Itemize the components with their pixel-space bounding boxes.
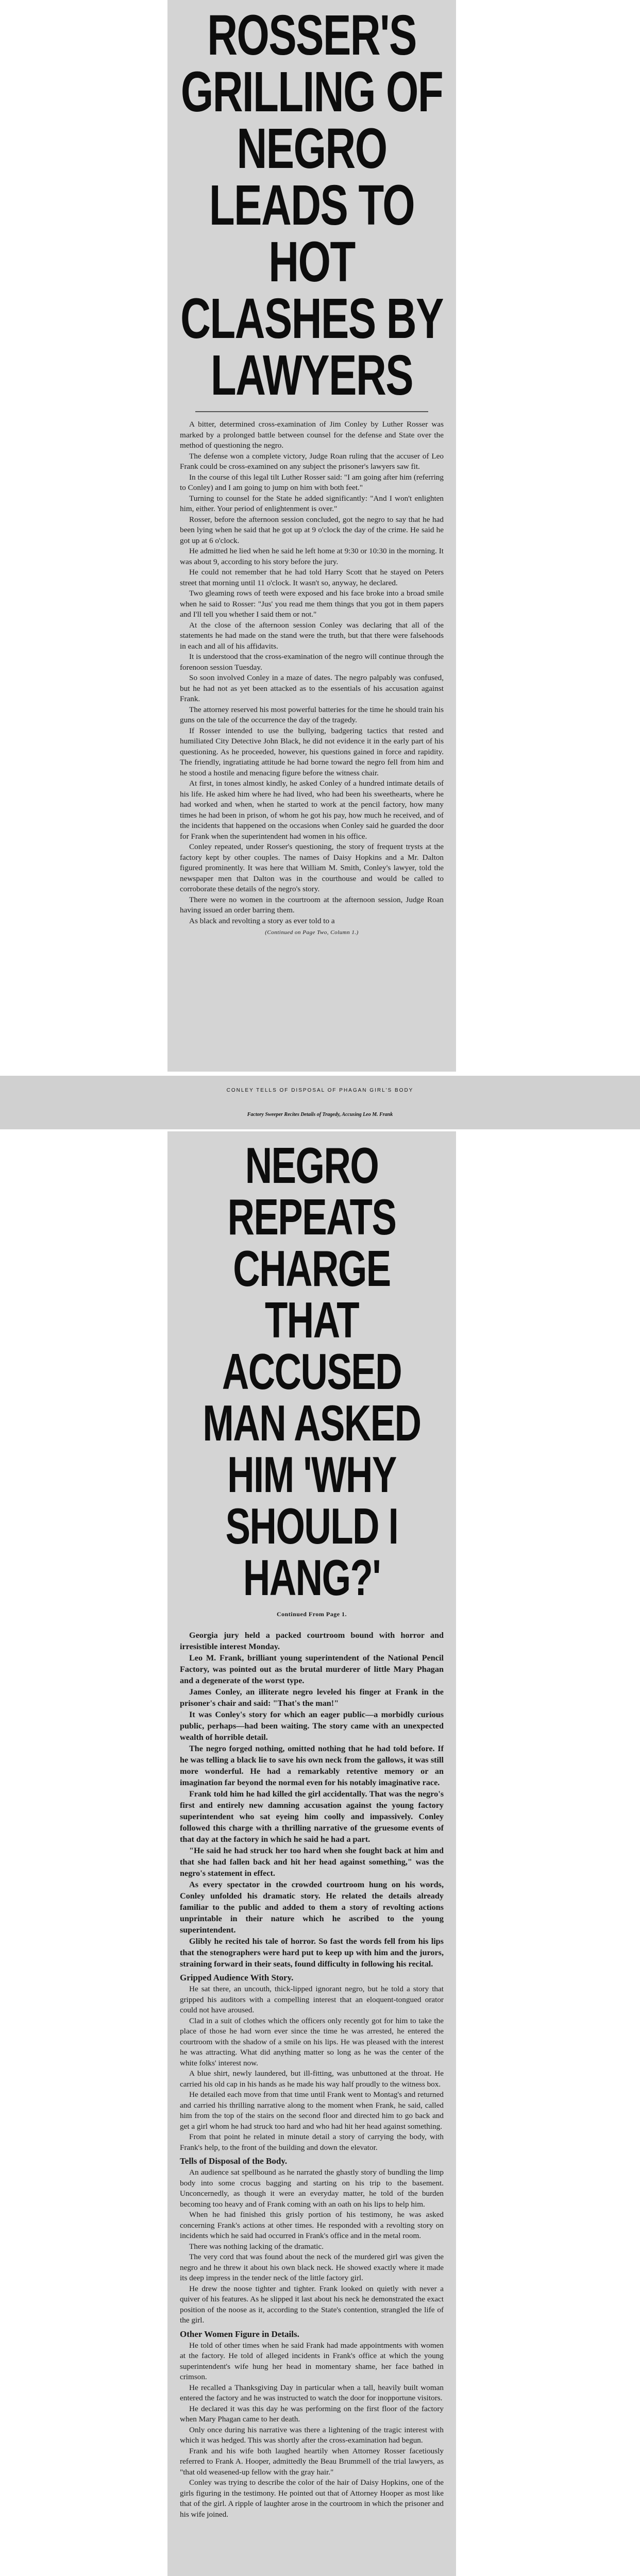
top-headline-line: CLASHES BY LAWYERS xyxy=(180,287,443,407)
section-body xyxy=(180,2341,444,2520)
paragraph: Glibly he recited his tale of horror. So fast the words fell from his lips that the stenographers were hard put to keep up with him and the jurors, straining forward in their seats, found difficulty in following his recital. xyxy=(180,1937,444,1969)
paragraph: From that point he related in minute detail a story of carrying the body, with Frank's help, to the front of the building and down the elevator. xyxy=(180,2132,444,2152)
paragraph: At the close of the afternoon session Conley was declaring that all of the statements he had made on the stand were the truth, but that there were falsehoods in each and all of his affidavits. xyxy=(180,620,444,651)
paragraph: He drew the noose tighter and tighter. Frank looked on quietly with never a quiver of his features. As he slipped it last about his neck he demonstrated the exact position of the noose as it, according to the State's contention, strangled the life of the girl. xyxy=(180,2284,444,2325)
paragraph: He admitted he lied when he said he left home at 9:30 or 10:30 in the morning. It was about 9, according to his story before the jury. xyxy=(180,547,444,566)
paragraph: So soon involved Conley in a maze of dates. The negro palpably was confused, but he had not as yet been attacked as to the essentials of his accusation against Frank. xyxy=(180,673,444,703)
paragraph: There were no women in the courtroom at the afternoon session, Judge Roan having issued an order barring them. xyxy=(180,895,444,914)
paragraph: The very cord that was found about the neck of the murdered girl was given the negro and he threw it about his own black neck. He showed exactly where it made its deep impress in the tender neck of the little factory girl. xyxy=(180,2252,444,2282)
bottom-headline-line: HIM 'WHY SHOULD I HANG?' xyxy=(225,1446,398,1606)
top-headline-line: NEGRO LEADS TO HOT xyxy=(209,117,415,294)
paragraph: He declared it was this day he was performing on the first floor of the factory when Mary Phagan came to her death. xyxy=(180,2404,444,2424)
top-clipping xyxy=(167,0,456,1072)
paragraph: Clad in a suit of clothes which the officers only recently got for him to take the place of those he had worn ever since the time he was arrested, he entered the courtroom with the shadow of a smile on his lips. He was pleased with the interest he was attracting. What did anything matter so long as he was the center of the white folks' interest now. xyxy=(180,2016,444,2067)
paragraph: He detailed each move from that time until Frank went to Montag's and returned and carried his thrilling narrative along to the moment when Frank, he said, called him from the top of the stairs on the second floor and directed him to go back and get a girl whom he had struck too hard and who had hit her head against something. xyxy=(180,2090,444,2131)
paragraph: As black and revolting a story as ever told to a xyxy=(189,916,335,925)
paragraph: The defense won a complete victory, Judge Roan ruling that the accuser of Leo Frank could be cross-examined on any subject the prisoner's lawyers saw fit. xyxy=(180,451,444,471)
paragraph: Two gleaming rows of teeth were exposed and his face broke into a broad smile when he said to Rosser: "Jus' you read me them things that you got in them papers and I'll tell you whether I said them or not." xyxy=(180,589,444,619)
paragraph: As every spectator in the crowded courtroom hung on his words, Conley unfolded his dramatic story. He related the details already familiar to the public and added to them a story of revolting actions unprintable in their nature which he ascribed to the young superintendent. xyxy=(180,1880,444,1935)
paragraph: It was Conley's story for which an eager public—a morbidly curious public, perhaps—had been waiting. The story came with an unexpected wealth of horrible detail. xyxy=(180,1710,444,1742)
paragraph: He recalled a Thanksgiving Day in particular when a tall, heavily built woman entered the factory and he was instructed to watch the door for inopportune visitors. xyxy=(180,2383,444,2402)
paragraph: When he had finished this grisly portion of his testimony, he was asked concerning Frank's actions at other times. He responded with a revolting story on incidents which he said had occurred in Frank's office and in the metal room. xyxy=(180,2210,444,2240)
continued-note: (Continued on Page Two, Column 1.) xyxy=(265,929,359,936)
paragraph: Conley repeated, under Rosser's questioning, the story of frequent trysts at the factory kept by other couples. The names of Daisy Hopkins and a Mr. Dalton figured prominently. It was here that William M. Smith, Conley's lawyer, told the newspaper men that Dalton was in the courthouse and would be called to corroborate these details of the negro's story. xyxy=(180,842,444,893)
banner-clipping xyxy=(0,1076,640,1129)
paragraph: Leo M. Frank, brilliant young superintendent of the National Pencil Factory, was pointed out as the brutal murderer of little Mary Phagan and a degenerate of the worst type. xyxy=(180,1653,444,1685)
banner-headline: CONLEY TELLS OF DISPOSAL OF PHAGAN GIRL'S BODY xyxy=(226,1088,414,1093)
paragraph: "He said he had struck her too hard when she fought back at him and that she had fallen back and hit her head against something," was the negro's statement in effect. xyxy=(180,1846,444,1878)
paragraph: Frank told him he had killed the girl accidentally. That was the negro's first and entirely new damning accusation against the young factory superintendent who sat eyeing him coolly and impassively. Conley followed this charge with a thrilling narrative of the gruesome events of that day at the factory in which he said he had a part. xyxy=(180,1789,444,1844)
subhead: Gripped Audience With Story. xyxy=(180,1973,294,1982)
section-body xyxy=(180,1984,444,2153)
section-body xyxy=(180,2167,444,2326)
paragraph: In the course of this legal tilt Luther Rosser said: "I am going after him (referring to Conley) and I am going to jump on him with both feet." xyxy=(180,472,444,492)
paragraph: At first, in tones almost kindly, he asked Conley of a hundred intimate details of his life. He asked him where he had lived, who had been his sweethearts, where he had worked and when, when he started to work at the pencil factory, how many times he had been in prison, of whom he got his pay, how much he received, and of the incidents that happened on the occasions when Conley said he guarded the door for Frank when the superintendent had women in his office. xyxy=(180,779,444,841)
banner-subhead: Factory Sweeper Recites Details of Tragedy, Accusing Leo M. Frank xyxy=(247,1112,393,1117)
paragraph: He told of other times when he said Frank had made appointments with women at the factory. He told of alleged incidents in Frank's office at which the young superintendent's wife hung her head in momentary shame, her face bathed in crimson. xyxy=(180,2341,444,2381)
paragraph: Conley was trying to describe the color of the hair of Daisy Hopkins, one of the girls figuring in the testimony. He pointed out that of Attorney Hooper as most like that of the girl. A ripple of laughter arose in the courtroom in which the prisoner and his wife joined. xyxy=(180,2478,444,2519)
paragraph: The negro forged nothing, omitted nothing that he had told before. If he was telling a black lie to save his own neck from the gallows, it was still more wonderful. He had a remarkably retentive memory or an imagination far beyond the normal even for his notably imaginative race. xyxy=(180,1744,444,1787)
paragraph: Turning to counsel for the State he added significantly: "And I won't enlighten him, either. Your period of enlightenment is over." xyxy=(180,494,444,513)
top-headline xyxy=(180,4,444,407)
top-article-body xyxy=(180,419,444,926)
lead-body xyxy=(180,1630,444,1970)
subhead: Tells of Disposal of the Body. xyxy=(180,2156,288,2166)
headline-rule xyxy=(195,411,428,412)
paragraph: He could not remember that he had told Harry Scott that he stayed on Peters street that morning until 11 o'clock. It wasn't so, anyway, he declared. xyxy=(180,568,444,587)
paragraph: There was nothing lacking of the dramatic. xyxy=(189,2242,324,2251)
paragraph: James Conley, an illiterate negro leveled his finger at Frank in the prisoner's chair and said: "That's the man!" xyxy=(180,1687,444,1708)
bottom-clipping xyxy=(167,1131,456,2576)
paragraph: Georgia jury held a packed courtroom bound with horror and irresistible interest Monday. xyxy=(180,1631,444,1651)
bottom-headline-line: NEGRO REPEATS CHARGE xyxy=(227,1137,396,1297)
paragraph: The attorney reserved his most powerful batteries for the time he should train his guns on the tale of the occurrence the day of the tragedy. xyxy=(180,705,444,724)
top-headline-line: ROSSER'S GRILLING OF xyxy=(180,4,443,124)
paragraph: Only once during his narrative was there a lightening of the tragic interest with which it was hedged. This was shortly after the cross-examination had begun. xyxy=(180,2425,444,2445)
subhead: Other Women Figure in Details. xyxy=(180,2329,299,2339)
paragraph: Rosser, before the afternoon session concluded, got the negro to say that he had been lying when he said that he got up at 9 o'clock the day of the crime. He said he got up at 6 o'clock. xyxy=(180,515,444,545)
paragraph: He sat there, an uncouth, thick-lipped ignorant negro, but he told a story that gripped his auditors with a compelling interest that an eloquent-tongued orator could not have aroused. xyxy=(180,1985,444,2014)
paragraph: Frank and his wife both laughed heartily when Attorney Rosser facetiously referred to Frank A. Hooper, admittedly the Beau Brummell of the trial lawyers, as "that old weasened-up fellow with the gray hair." xyxy=(180,2446,444,2477)
bottom-headline-line: THAT ACCUSED MAN ASKED xyxy=(203,1292,421,1451)
paragraph: An audience sat spellbound as he narrated the ghastly story of bundling the limp body into some crocus bagging and starting on his trip to the basement. Unconcernedly, as though it were an everyday matter, he told of the burden becoming too heavy and of Frank coming with an oath on his lips to help him. xyxy=(180,2168,444,2209)
paragraph: If Rosser intended to use the bullying, badgering tactics that rested and humiliated City Detective John Black, he did not evidence it in the early part of his questioning. As he proceeded, however, his questions gained in force and rapidity. The friendly, ingratiating attitude he had borne toward the negro fell from him and he stood a hostile and menacing figure before the witness chair. xyxy=(180,726,444,777)
paragraph: A bitter, determined cross-examination of Jim Conley by Luther Rosser was marked by a prolonged battle between counsel for the defense and State over the method of questioning the negro. xyxy=(180,420,444,450)
continued-from: Continued From Page 1. xyxy=(276,1611,347,1618)
paragraph: It is understood that the cross-examination of the negro will continue through the forenoon session Tuesday. xyxy=(180,652,444,672)
bottom-headline xyxy=(180,1137,444,1606)
paragraph: A blue shirt, newly laundered, but ill-fitting, was unbuttoned at the throat. He carried his old cap in his hands as he made his way half proudly to the witness box. xyxy=(180,2069,444,2089)
